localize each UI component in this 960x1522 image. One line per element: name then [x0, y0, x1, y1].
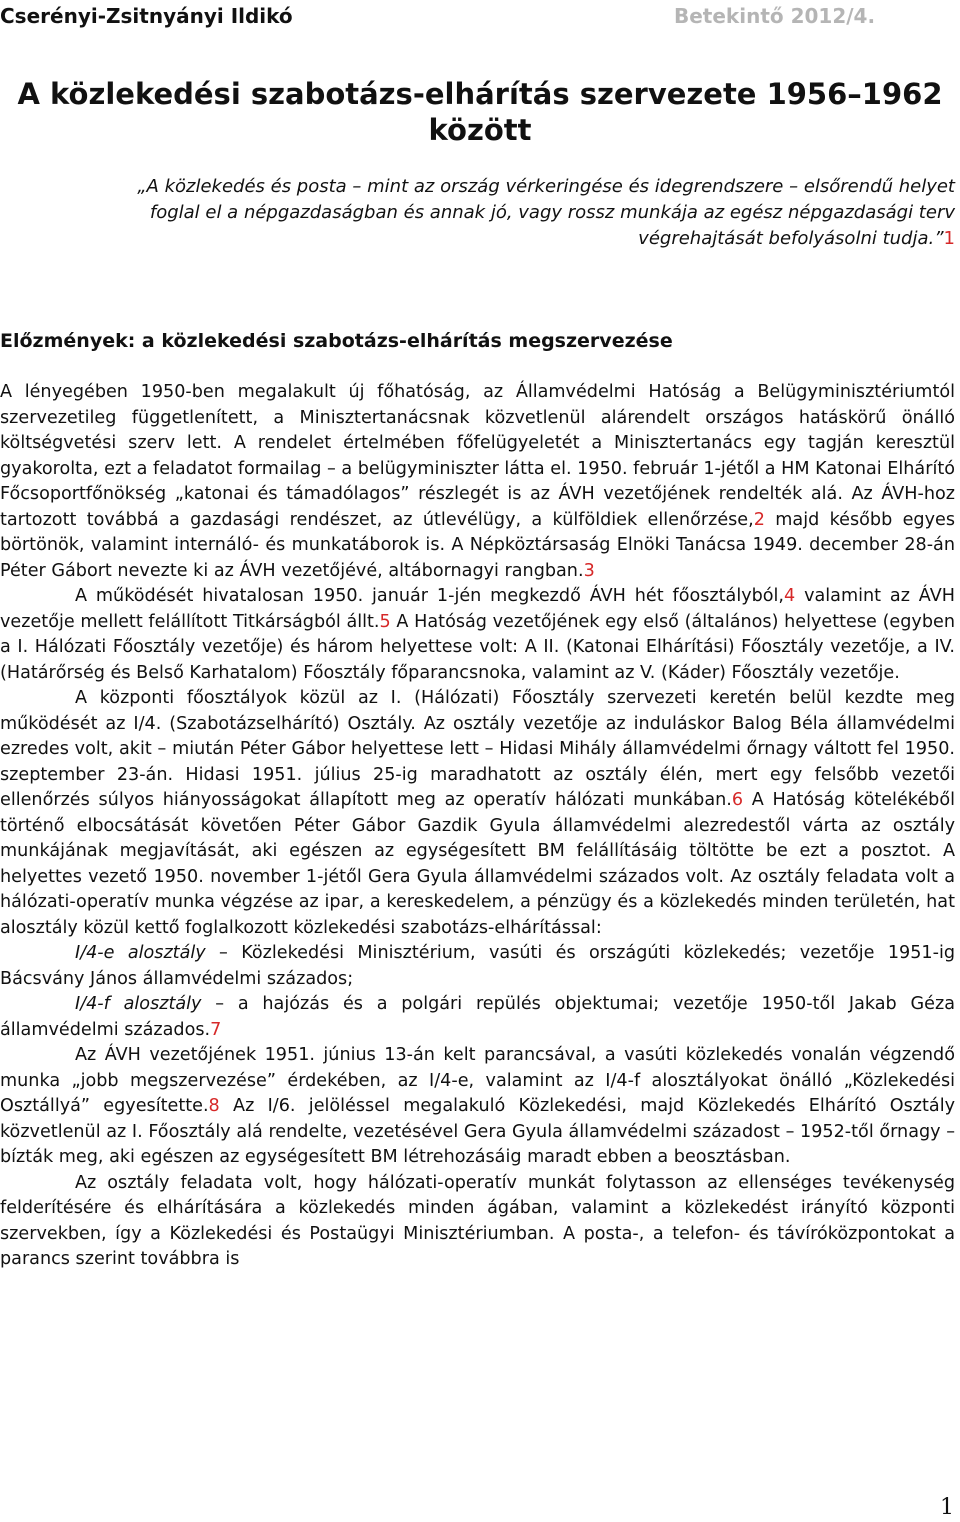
article-title: A közlekedési szabotázs-elhárítás szervezete 1956–1962 között	[17, 77, 943, 147]
paragraph	[0, 686, 955, 941]
author-name: Cserényi-Zsitnyányi Ildikó	[0, 4, 293, 28]
paragraph	[0, 1171, 955, 1273]
paragraph-text: A Hatóság vezetőjének egy első (általános) helyettese (egyben a I. Hálózati Főosztály vezetője) és három helyettese volt: A II. (Katonai Elhárítási) Főosztály vezetője, a IV. (Határőrség és Belső Karhatalom) Főosztály főparancsnoka, valamint az V. (Káder) Főosztály vezetője.	[0, 611, 955, 683]
page-number: 1	[940, 1495, 954, 1520]
footnote-ref[interactable]: 7	[210, 1019, 222, 1040]
subdivision-label: I/4-f alosztály	[75, 994, 202, 1014]
paragraph	[0, 992, 955, 1043]
footnote-ref[interactable]: 1	[943, 228, 955, 249]
article-body	[0, 380, 955, 1273]
paragraph-text: valamint az ÁVH vezetője mellett felállított Titkárságból állt.	[0, 586, 955, 632]
paragraph-text: A lényegében 1950-ben megalakult új főhatóság, az Államvédelmi Hatóság a Belügyminisztériumtól szervezetileg függetlenített, a Minisztertanácsnak közvetlenül alárendelt országos hatáskörű önálló költségvetési szerv lett. A rendelet értelmében főfelügyeletét a Minisztertanács egy tagján keresztül gyakorolta, ezt a feladatot formailag – a belügyminiszter látta el. 1950. február 1-jétől a HM Katonai Elhárító Főcsoportfőnökség „katonai és támadólagos” részlegét is az ÁVH vezetőjének rendelték alá. Az ÁVH-hoz tartozott továbbá a gazdasági rendészet, az útlevélügy, a külföldiek ellenőrzése,	[0, 382, 955, 530]
paragraph	[0, 380, 955, 584]
footnote-ref[interactable]: 3	[583, 560, 595, 581]
footnote-ref[interactable]: 5	[379, 611, 391, 632]
footnote-ref[interactable]: 6	[731, 790, 744, 810]
paragraph	[0, 941, 955, 992]
footnote-ref[interactable]: 4	[784, 586, 796, 606]
paragraph-text: A működését hivatalosan 1950. január 1-jén megkezdő ÁVH hét főosztályból,	[75, 586, 785, 606]
epigraph-text: „A közlekedés és posta – mint az ország vérkeringése és idegrendszere – elsőrendű helyet foglal el a népgazdaságban és annak jó, vagy rossz munkája az egész népgazdasági terv végrehajtását befolyásolni tudja.”	[137, 176, 955, 249]
paragraph-text: Az osztály feladata volt, hogy hálózati-operatív munkát folytasson az ellenséges tevékenység felderítésére és elhárítására a közlekedés minden ágában, valamint a közlekedést irányító központi szervekben, így a Közlekedési és Postaügyi Minisztériumban. A posta-, a telefon- és távíróközpontokat a parancs szerint továbbra is	[0, 1172, 955, 1269]
footnote-ref[interactable]: 2	[753, 509, 765, 530]
paragraph-text: A központi főosztályok közül az I. (Hálózati) Főosztály szervezeti keretén belül kezdte meg működését az I/4. (Szabotázselhárító) Osztály. Az osztály vezetője az induláskor Balog Béla államvédelmi ezredes volt, akit – miután Péter Gábor helyettese lett – Hidasi Mihály államvédelmi őrnagy váltott fel 1950. szeptember 23-án. Hidasi 1951. július 25-ig maradhatott az osztály élén, mert egy felsőbb vezetői ellenőrzés súlyos hiányosságokat állapított meg az operatív hálózati munkában.	[0, 688, 955, 810]
footnote-ref[interactable]: 8	[208, 1096, 220, 1116]
paragraph-text: – a hajózás és a polgári repülés objektumai; vezetője 1950-től Jakab Géza államvédelmi százados.	[0, 994, 955, 1040]
paragraph-text: Az I/6. jelöléssel megalakuló Közlekedési, majd Közlekedés Elhárító Osztály közvetlenül az I. Főosztály alá rendelte, vezetésével Gera Gyula államvédelmi századost – 1952-től őrnagy – bízták meg, aki egészen az egységesített BM létrehozásáig maradt ebben a beosztásban.	[0, 1096, 955, 1167]
paragraph	[0, 1043, 955, 1171]
paragraph	[0, 584, 955, 686]
epigraph	[100, 174, 955, 252]
paragraph-text: A Hatóság kötelékéből történő elbocsátását követően Péter Gábor Gazdik Gyula államvédelmi alezredestől várta az osztály munkájának megjavítását, aki egészen az egységesített BM felállításáig töltötte be ezt a posztot. A helyettes vezető 1950. november 1-jétől Gera Gyula államvédelmi százados volt. Az osztály feladata volt a hálózati-operatív munka végzése az ipar, a kereskedelem, a pénzügy és a közlekedés minden területén, hat alosztály közül kettő foglalkozott közlekedési szabotázs-elhárítással:	[0, 790, 955, 938]
journal-issue: Betekintő 2012/4.	[674, 4, 876, 28]
section-heading: Előzmények: a közlekedési szabotázs-elhárítás megszervezése	[0, 330, 673, 352]
paragraph-text: majd később egyes börtönök, valamint internáló- és munkatáborok is. A Népköztársaság Elnöki Tanácsa 1949. december 28-án Péter Gábort nevezte ki az ÁVH vezetőjévé, altábornagyi rangban.	[0, 509, 955, 581]
paragraph-text: – Közlekedési Minisztérium, vasúti és országúti közlekedés; vezetője 1951-ig Bácsvány János államvédelmi százados;	[0, 943, 955, 989]
paragraph-text: Az ÁVH vezetőjének 1951. június 13-án kelt parancsával, a vasúti közlekedés vonalán végzendő munka „jobb megszervezése” érdekében, az I/4-e, valamint az I/4-f alosztályokat önálló „Közlekedési Osztállyá” egyesítette.	[0, 1045, 955, 1116]
page-header	[0, 4, 960, 32]
subdivision-label: I/4-e alosztály	[75, 943, 206, 963]
